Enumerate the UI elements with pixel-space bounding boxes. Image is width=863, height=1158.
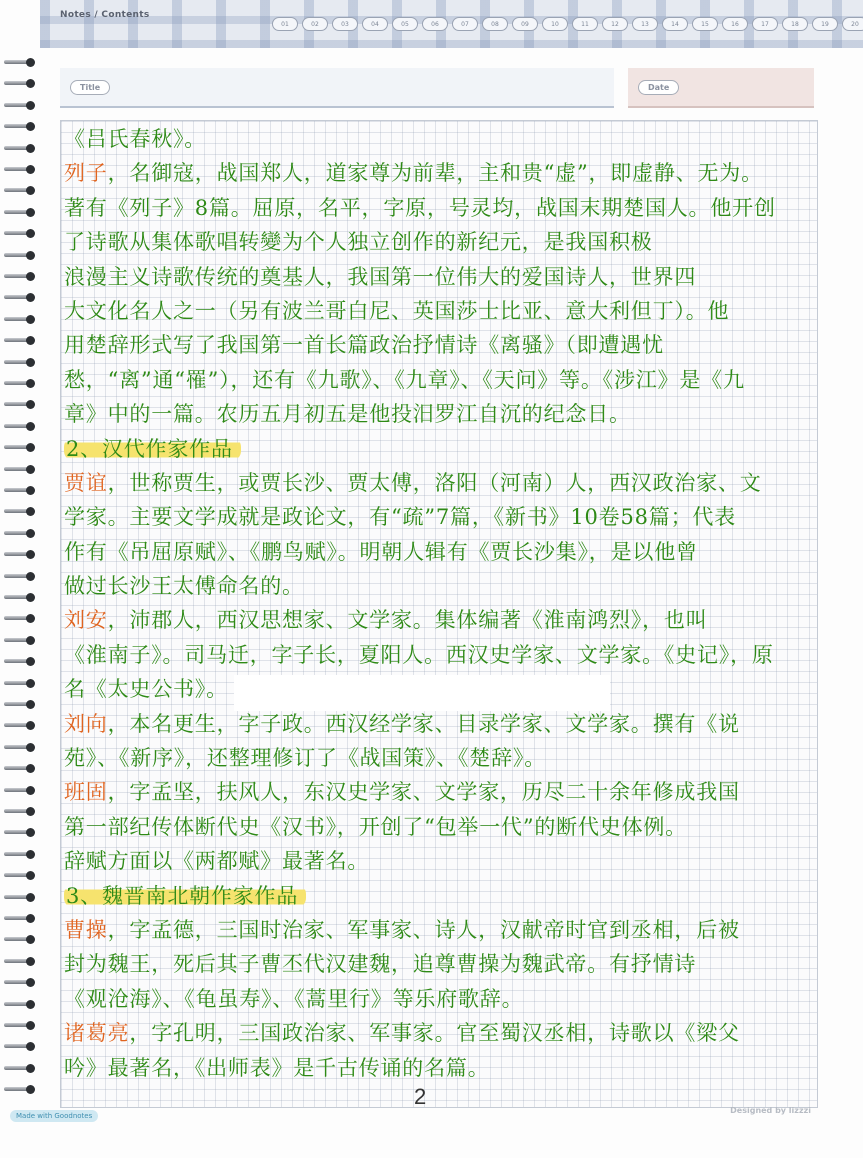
author-name: 列子	[64, 161, 108, 186]
spiral-ring	[4, 422, 36, 431]
spiral-binding	[0, 48, 46, 1118]
spiral-ring	[4, 593, 36, 602]
tab-02[interactable]: 02	[302, 17, 328, 31]
tab-12[interactable]: 12	[602, 17, 628, 31]
note-text: ，字孟坚，扶风人，东汉史学家、文学家，历尽二十余年修成我国	[107, 780, 740, 805]
spiral-ring	[4, 764, 36, 773]
spiral-ring	[4, 1085, 36, 1094]
spiral-ring	[4, 101, 36, 110]
note-text: 用楚辞形式写了我国第一首长篇政治抒情诗《离骚》（即遭遇忧	[64, 333, 664, 358]
tab-16[interactable]: 16	[722, 17, 748, 31]
spiral-ring	[4, 1064, 36, 1073]
goodnotes-badge: Made with Goodnotes	[10, 1110, 98, 1122]
spiral-ring	[4, 1042, 36, 1051]
tab-01[interactable]: 01	[272, 17, 298, 31]
spiral-ring	[4, 893, 36, 902]
note-text: 名《太史公书》。	[64, 677, 228, 702]
spiral-ring	[4, 850, 36, 859]
spiral-ring	[4, 379, 36, 388]
note-text: ，本名更生，字子政。西汉经学家、目录学家、文学家。撰有《说	[107, 711, 740, 736]
spiral-ring	[4, 828, 36, 837]
spiral-ring	[4, 807, 36, 816]
note-line	[64, 569, 812, 603]
spiral-ring	[4, 614, 36, 623]
tab-07[interactable]: 07	[452, 17, 478, 31]
note-text: ，字孟德，三国时治家、军事家、诗人，汉献帝时官到丞相，后被	[107, 917, 740, 942]
note-text: ，名御寇，战国郑人，道家尊为前辈，主和贵“虚”，即虚静、无为。	[107, 161, 763, 186]
note-line	[64, 982, 812, 1016]
note-line	[64, 328, 812, 362]
note-text: 做过长沙王太傅命名的。	[64, 574, 304, 599]
spiral-ring	[4, 315, 36, 324]
note-line	[64, 879, 812, 913]
note-text: 著有《列子》8篇。屈原，名平，字原，号灵均，战国末期楚国人。他开创	[64, 195, 776, 220]
spiral-ring	[4, 657, 36, 666]
author-name: 曹操	[64, 917, 108, 942]
handwritten-notes	[64, 122, 812, 1085]
spiral-ring	[4, 978, 36, 987]
note-line	[64, 707, 812, 741]
spiral-ring	[4, 79, 36, 88]
tab-04[interactable]: 04	[362, 17, 388, 31]
tab-03[interactable]: 03	[332, 17, 358, 31]
note-line	[64, 844, 812, 878]
note-line	[64, 363, 812, 397]
spiral-ring	[4, 550, 36, 559]
note-text: 浪漫主义诗歌传统的奠基人，我国第一位伟大的爱国诗人，世界四	[64, 264, 697, 289]
title-label: Title	[70, 80, 110, 95]
tab-14[interactable]: 14	[662, 17, 688, 31]
note-text: ，世称贾生，或贾长沙、贾太傅，洛阳（河南）人，西汉政治家、文	[107, 470, 762, 495]
note-text: 愁，“离”通“罹”），还有《九歌》、《九章》、《天问》等。《涉江》是《九	[64, 367, 745, 392]
tab-10[interactable]: 10	[542, 17, 568, 31]
note-line	[64, 741, 812, 775]
note-text: 大文化名人之一（另有波兰哥白尼、英国莎士比亚、意大利但丁）。他	[64, 298, 730, 323]
note-text: 吟》最著名，《出师表》是千古传诵的名篇。	[64, 1055, 490, 1080]
tab-13[interactable]: 13	[632, 17, 658, 31]
note-line	[64, 432, 812, 466]
author-name: 刘安	[64, 608, 108, 633]
spiral-ring	[4, 700, 36, 709]
spiral-ring	[4, 272, 36, 281]
note-text: 作有《吊屈原赋》、《鹏鸟赋》。明朝人辑有《贾长沙集》，是以他曾	[64, 539, 698, 564]
note-line	[64, 535, 812, 569]
note-line	[64, 810, 812, 844]
note-text: 辞赋方面以《两都赋》最著名。	[64, 849, 370, 874]
spiral-ring	[4, 293, 36, 302]
spiral-ring	[4, 529, 36, 538]
note-line	[64, 156, 812, 190]
spiral-ring	[4, 251, 36, 260]
note-line	[64, 1051, 812, 1085]
note-line	[64, 260, 812, 294]
title-field[interactable]	[60, 68, 614, 108]
tab-11[interactable]: 11	[572, 17, 598, 31]
spiral-ring	[4, 208, 36, 217]
note-line	[64, 122, 812, 156]
tab-18[interactable]: 18	[782, 17, 808, 31]
note-text: 苑》、《新序》，还整理修订了《战国策》、《楚辞》。	[64, 746, 546, 771]
spiral-ring	[4, 122, 36, 131]
spiral-ring	[4, 572, 36, 581]
spiral-ring	[4, 1021, 36, 1030]
spiral-ring	[4, 58, 36, 67]
note-text: 《观沧海》、《龟虽寿》、《蒿里行》等乐府歌辞。	[64, 986, 524, 1011]
note-line	[64, 603, 812, 637]
tab-09[interactable]: 09	[512, 17, 538, 31]
tab-15[interactable]: 15	[692, 17, 718, 31]
note-line	[64, 947, 812, 981]
spiral-ring	[4, 144, 36, 153]
spiral-ring	[4, 507, 36, 516]
author-name: 诸葛亮	[64, 1021, 130, 1046]
breadcrumb[interactable]: Notes / Contents	[60, 10, 150, 20]
tab-19[interactable]: 19	[812, 17, 838, 31]
tab-08[interactable]: 08	[482, 17, 508, 31]
spiral-ring	[4, 679, 36, 688]
note-line	[64, 294, 812, 328]
note-text: ，字孔明，三国政治家、军事家。官至蜀汉丞相，诗歌以《梁父	[129, 1021, 740, 1046]
note-text: 《淮南子》。司马迁，字子长，夏阳人。西汉史学家、文学家。《史记》，原	[64, 642, 774, 667]
tab-17[interactable]: 17	[752, 17, 778, 31]
note-line	[64, 225, 812, 259]
date-field[interactable]	[628, 68, 814, 108]
date-label: Date	[638, 80, 679, 95]
spiral-ring	[4, 871, 36, 880]
spiral-ring	[4, 165, 36, 174]
page-number: 2	[414, 1084, 427, 1109]
section-heading: 3、魏晋南北朝作家作品	[64, 884, 306, 908]
note-line	[64, 500, 812, 534]
spiral-ring	[4, 443, 36, 452]
spiral-ring	[4, 786, 36, 795]
author-name: 贾谊	[64, 470, 108, 495]
note-text: 学家。主要文学成就是政论文，有“疏”7篇，《新书》10卷58篇；代表	[64, 505, 736, 530]
note-text: 章》中的一篇。农历五月初五是他投汨罗江自沉的纪念日。	[64, 402, 631, 427]
spiral-ring	[4, 743, 36, 752]
spiral-ring	[4, 358, 36, 367]
section-heading: 2、汉代作家作品	[64, 437, 241, 461]
note-text: 《吕氏春秋》。	[64, 127, 207, 151]
author-name: 班固	[64, 780, 108, 805]
spiral-ring	[4, 336, 36, 345]
note-line	[64, 191, 812, 225]
redaction-box	[234, 675, 610, 711]
spiral-ring	[4, 229, 36, 238]
spiral-ring	[4, 721, 36, 730]
spiral-ring	[4, 486, 36, 495]
page-tabs	[272, 17, 863, 31]
note-line	[64, 466, 812, 500]
spiral-ring	[4, 1000, 36, 1009]
note-text: 了诗歌从集体歌唱转變为个人独立创作的新纪元，是我国积极	[64, 230, 653, 255]
spiral-ring	[4, 186, 36, 195]
note-line	[64, 1016, 812, 1050]
spiral-ring	[4, 636, 36, 645]
note-line	[64, 638, 812, 672]
designer-credit: Designed by lizzzi	[730, 1106, 811, 1115]
spiral-ring	[4, 400, 36, 409]
spiral-ring	[4, 914, 36, 923]
note-line	[64, 913, 812, 947]
tab-20[interactable]: 20	[842, 17, 863, 31]
author-name: 刘向	[64, 711, 108, 736]
note-text: ，沛郡人，西汉思想家、文学家。集体编著《淮南鸿烈》，也叫	[107, 608, 708, 633]
note-line	[64, 397, 812, 431]
note-text: 第一部纪传体断代史《汉书》，开创了“包举一代”的断代史体例。	[64, 814, 687, 839]
tab-06[interactable]: 06	[422, 17, 448, 31]
spiral-ring	[4, 957, 36, 966]
spiral-ring	[4, 935, 36, 944]
spiral-ring	[4, 465, 36, 474]
note-line	[64, 775, 812, 809]
note-text: 封为魏王，死后其子曹丕代汉建魏，追尊曹操为魏武帝。有抒情诗	[64, 952, 697, 977]
tab-05[interactable]: 05	[392, 17, 418, 31]
